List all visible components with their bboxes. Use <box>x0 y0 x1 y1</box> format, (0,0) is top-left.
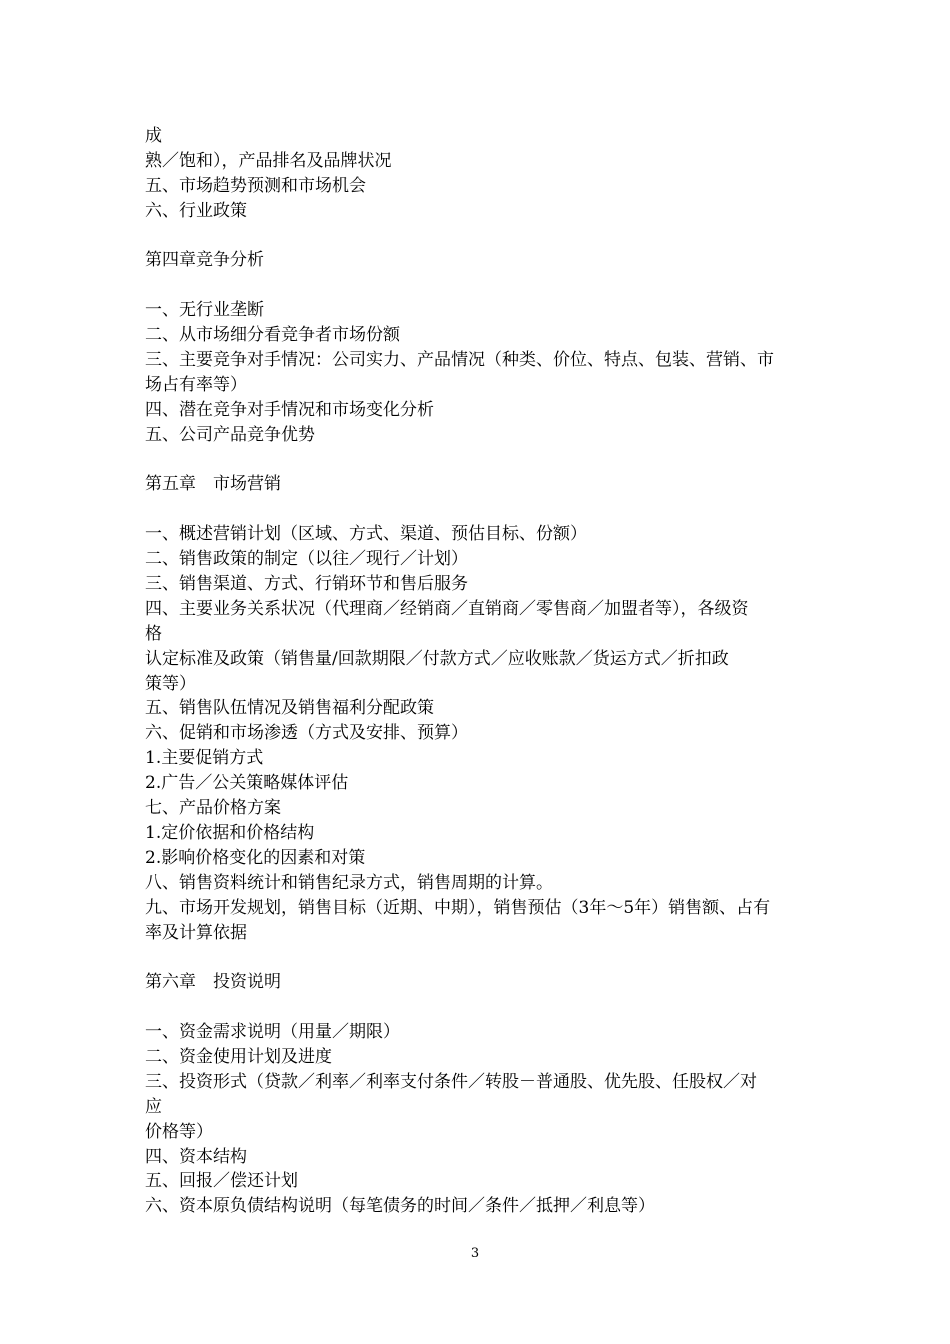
page-number: 3 <box>470 1246 480 1261</box>
list-item: 四、主要业务关系状况（代理商／经销商／直销商／零售商／加盟者等），各级资 <box>145 598 749 619</box>
list-item: 六、促销和市场渗透（方式及安排、预算） <box>145 723 468 744</box>
text-line: 格 <box>145 623 162 644</box>
text-line: 成 <box>145 126 162 146</box>
list-item: 二、从市场细分看竞争者市场份额 <box>145 325 400 346</box>
list-item: 九、市场开发规划，销售目标（近期、中期），销售预估（3年～5年）销售额、占有 <box>145 897 771 918</box>
list-item: 五、市场趋势预测和市场机会 <box>145 175 366 196</box>
sub-list-item: 1.定价依据和价格结构 <box>145 822 315 843</box>
list-item: 五、回报／偿还计划 <box>145 1171 298 1192</box>
text-line: 认定标准及政策（销售量/回款期限／付款方式／应收账款／货运方式／折扣政 <box>145 648 729 669</box>
blank-line <box>145 273 825 298</box>
chapter-heading: 第五章 市场营销 <box>145 474 281 495</box>
list-item: 八、销售资料统计和销售纪录方式，销售周期的计算。 <box>145 872 553 893</box>
list-item: 五、公司产品竞争优势 <box>145 424 315 445</box>
blank-line <box>145 945 825 970</box>
list-item: 三、主要竞争对手情况：公司实力、产品情况（种类、价位、特点、包装、营销、市 <box>145 350 774 371</box>
list-item: 三、销售渠道、方式、行销环节和售后服务 <box>145 574 468 595</box>
list-item: 四、潜在竞争对手情况和市场变化分析 <box>145 399 434 420</box>
list-item: 二、销售政策的制定（以往／现行／计划） <box>145 549 468 570</box>
text-line: 策等） <box>145 673 196 694</box>
sub-list-item: 2.广告／公关策略媒体评估 <box>145 773 349 794</box>
list-item: 五、销售队伍情况及销售福利分配政策 <box>145 698 434 719</box>
list-item: 二、资金使用计划及进度 <box>145 1046 332 1067</box>
text-line: 熟／饱和），产品排名及品牌状况 <box>145 150 392 171</box>
text-line: 场占有率等） <box>145 374 247 395</box>
sub-list-item: 1.主要促销方式 <box>145 748 264 769</box>
chapter-heading: 第六章 投资说明 <box>145 972 281 993</box>
sub-list-item: 2.影响价格变化的因素和对策 <box>145 847 366 868</box>
chapter-heading: 第四章竞争分析 <box>145 250 264 271</box>
text-line: 价格等） <box>145 1121 213 1142</box>
document-body <box>145 124 825 1219</box>
list-item: 三、投资形式（贷款／利率／利率支付条件／转股－普通股、优先股、任股权／对 <box>145 1071 757 1092</box>
list-item: 一、概述营销计划（区域、方式、渠道、预估目标、份额） <box>145 524 587 545</box>
text-line: 应 <box>145 1096 162 1117</box>
blank-line <box>145 448 825 473</box>
list-item: 四、资本结构 <box>145 1146 247 1167</box>
list-item: 七、产品价格方案 <box>145 798 281 819</box>
list-item: 一、资金需求说明（用量／期限） <box>145 1022 400 1043</box>
blank-line <box>145 224 825 249</box>
text-line: 率及计算依据 <box>145 922 247 943</box>
list-item: 六、资本原负债结构说明（每笔债务的时间／条件／抵押／利息等） <box>145 1196 655 1217</box>
list-item: 六、行业政策 <box>145 200 247 221</box>
blank-line <box>145 497 825 522</box>
list-item: 一、无行业垄断 <box>145 300 264 321</box>
blank-line <box>145 995 825 1020</box>
